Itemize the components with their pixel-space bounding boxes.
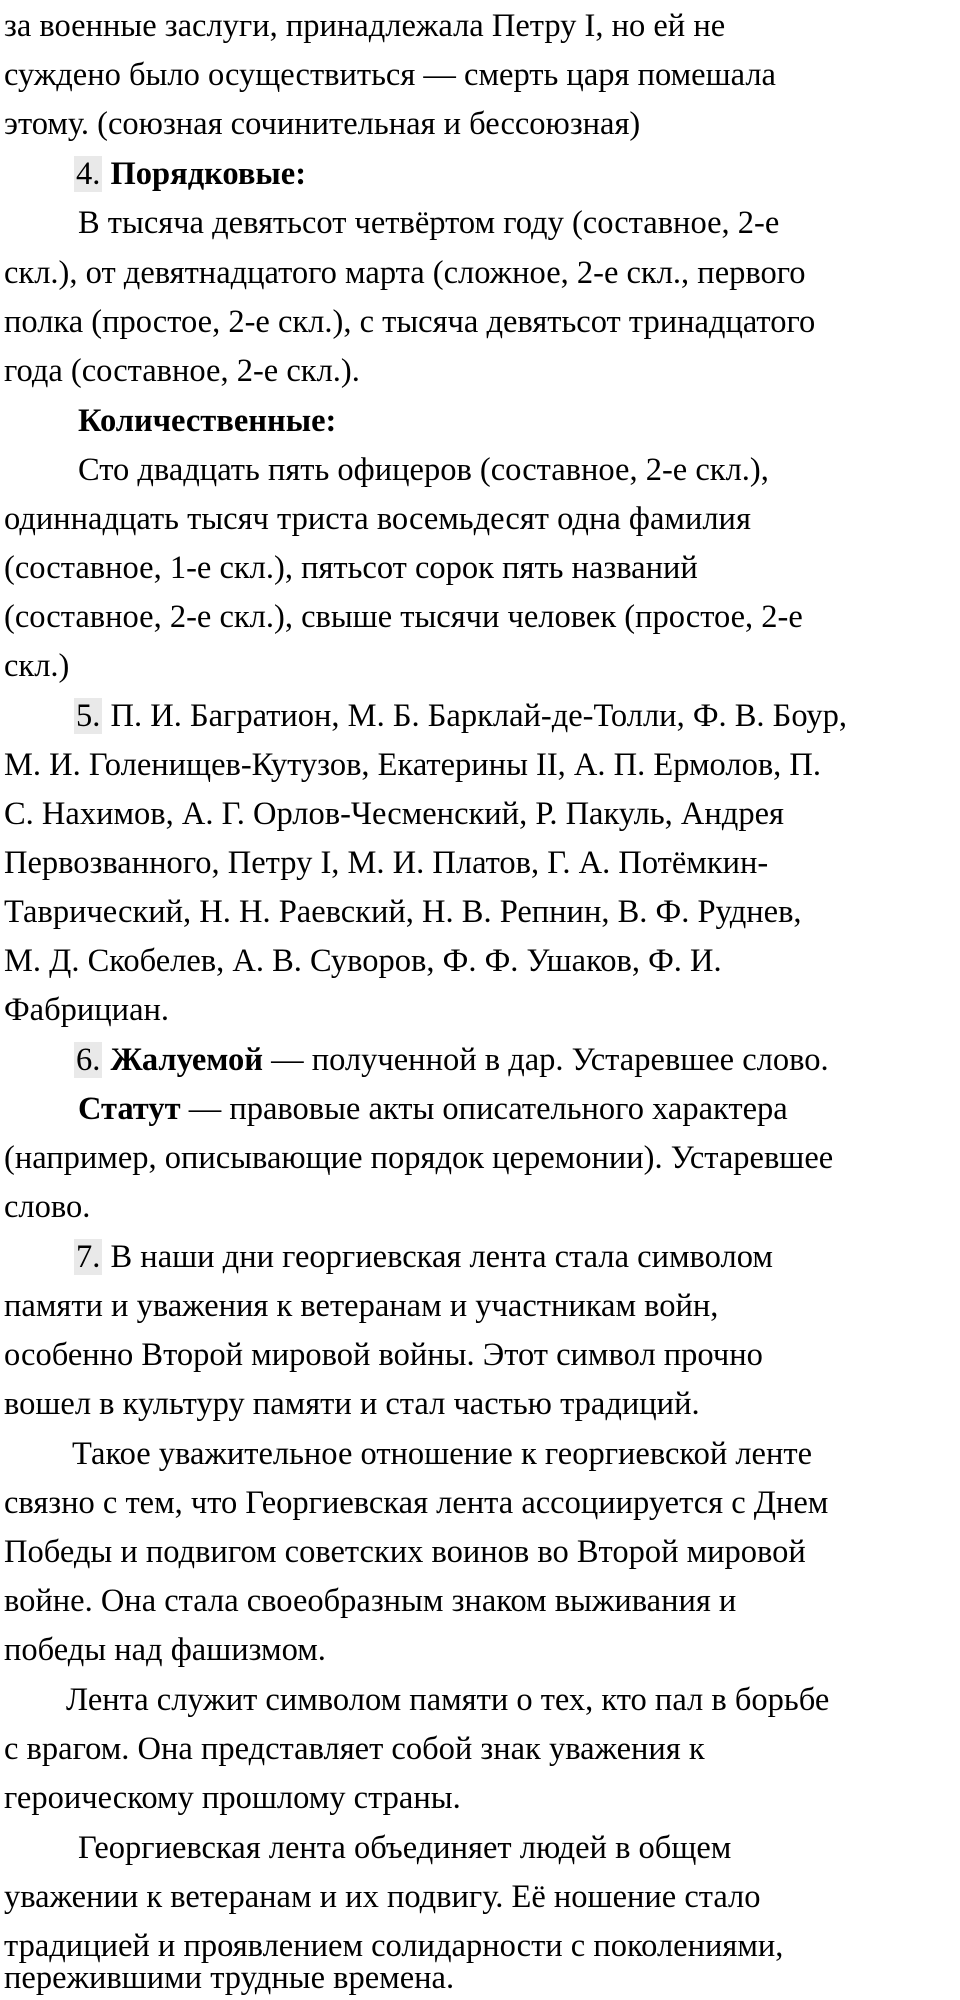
text-line: этому. (союзная сочинительная и бессоюзная)	[4, 106, 641, 142]
text-line: скл.), от девятнадцатого марта (сложное, 2-е скл., первого	[4, 255, 806, 291]
text-line: слово.	[4, 1189, 91, 1225]
text-line: вошел в культуру памяти и стал частью традиций.	[4, 1386, 700, 1422]
text-line: полка (простое, 2-е скл.), с тысяча девятьсот тринадцатого	[4, 304, 816, 340]
text-line: памяти и уважения к ветеранам и участникам войн,	[4, 1288, 719, 1324]
item-number: 7.	[76, 1239, 101, 1275]
definition-line: Статут — правовые акты описательного характера	[78, 1091, 788, 1127]
text-line: героическому прошлому страны.	[4, 1780, 461, 1816]
text-line: Фабрициан.	[4, 992, 170, 1028]
bold-term: Жалуемой	[110, 1042, 263, 1078]
text-line: с врагом. Она представляет собой знак уважения к	[4, 1731, 705, 1767]
text-line: Победы и подвигом советских воинов во Второй мировой	[4, 1534, 806, 1570]
text-line: пережившими трудные времена.	[4, 1960, 455, 1996]
text-line: за военные заслуги, принадлежала Петру I, но ей не	[4, 8, 726, 44]
text-line: традицией и проявлением солидарности с поколениями,	[4, 1928, 784, 1964]
text-line: (например, описывающие порядок церемонии). Устаревшее	[4, 1140, 834, 1176]
text-line: суждено было осуществиться — смерть царя помешала	[4, 57, 776, 93]
text-line: уважении к ветеранам и их подвигу. Её ношение стало	[4, 1879, 761, 1915]
numbered-paragraph: 7. В наши дни георгиевская лента стала символом	[76, 1239, 773, 1275]
text-line: одиннадцать тысяч триста восемьдесят одна фамилия	[4, 501, 751, 537]
text-line: Сто двадцать пять офицеров (составное, 2-е скл.),	[78, 452, 769, 488]
text-line: Такое уважительное отношение к георгиевской ленте	[72, 1436, 812, 1472]
text-line: М. И. Голенищев-Кутузов, Екатерины II, А. П. Ермолов, П.	[4, 747, 822, 783]
bold-term: Количественные:	[78, 403, 337, 439]
text-line: М. Д. Скобелев, А. В. Суворов, Ф. Ф. Ушаков, Ф. И.	[4, 943, 722, 979]
text-line: победы над фашизмом.	[4, 1632, 326, 1668]
numbered-paragraph: 6. Жалуемой — полученной в дар. Устаревшее слово.	[76, 1042, 829, 1078]
section-heading	[78, 401, 336, 441]
section-heading	[74, 154, 306, 194]
text-line: войне. Она стала своеобразным знаком выживания и	[4, 1583, 737, 1619]
text-line: Георгиевская лента объединяет людей в общем	[78, 1830, 732, 1866]
text-line: (составное, 1-е скл.), пятьсот сорок пять названий	[4, 550, 698, 586]
text-line: В тысяча девятьсот четвёртом году (составное, 2-е	[78, 205, 780, 241]
text-line: С. Нахимов, А. Г. Орлов-Чесменский, Р. Пакуль, Андрея	[4, 796, 784, 832]
text-line: Лента служит символом памяти о тех, кто пал в борьбе	[66, 1682, 830, 1718]
text-line: Первозванного, Петру I, М. И. Платов, Г. А. Потёмкин-	[4, 845, 769, 881]
text-line: (составное, 2-е скл.), свыше тысячи человек (простое, 2-е	[4, 599, 803, 635]
text-line: Таврический, Н. Н. Раевский, Н. В. Репнин, В. Ф. Руднев,	[4, 894, 802, 930]
text-line: особенно Второй мировой войны. Этот символ прочно	[4, 1337, 763, 1373]
text-line: года (составное, 2-е скл.).	[4, 353, 360, 389]
text-line: связно с тем, что Георгиевская лента ассоциируется с Днем	[4, 1485, 829, 1521]
bold-term: Статут	[78, 1091, 181, 1127]
bold-term: Порядковые:	[110, 156, 307, 192]
item-number: 6.	[76, 1042, 101, 1078]
text-line: скл.)	[4, 648, 70, 684]
numbered-paragraph: 5. П. И. Багратион, М. Б. Барклай-де-Толли, Ф. В. Боур,	[76, 698, 847, 734]
item-number: 5.	[76, 698, 101, 734]
item-number: 4.	[76, 156, 101, 192]
